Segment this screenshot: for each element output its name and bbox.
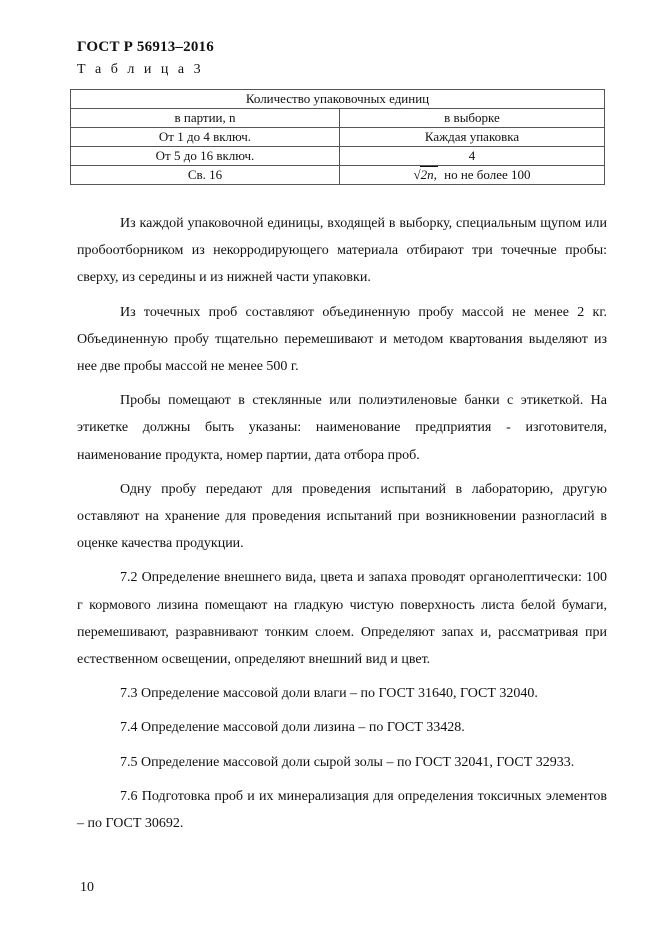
table-cell-sample: 4 bbox=[340, 147, 605, 166]
paragraph: 7.3 Определение массовой доли влаги – по ГОСТ 31640, ГОСТ 32040. bbox=[120, 686, 538, 702]
table-col-lot-header: в партии, n bbox=[71, 109, 340, 128]
table-caption: Т а б л и ц а 3 bbox=[77, 62, 204, 77]
table-cell-sample bbox=[340, 166, 605, 185]
body-text bbox=[77, 210, 607, 844]
table-group-header-row bbox=[71, 90, 605, 109]
table-row bbox=[71, 128, 605, 147]
table-col-sample-header: в выборке bbox=[340, 109, 605, 128]
sampling-table bbox=[70, 89, 605, 185]
table-row bbox=[71, 147, 605, 166]
paragraph: 7.2 Определение внешнего вида, цвета и запаха проводят органолептически: 100 г кормового лизина помещают на гладкую чистую поверхность листа белой бумаги, перемешивают, разравнивают тонким слоем. Определяют запах и, рассматривая при естественном освещении, определяют внешний вид и цвет. bbox=[77, 570, 607, 668]
paragraph: Из точечных проб составляют объединенную пробу массой не менее 2 кг. Объединенную пробу тщательно перемешивают и методом квартования выделяют из нее две пробы массой не менее 500 г. bbox=[77, 304, 607, 375]
document-header: ГОСТ Р 56913–2016 bbox=[77, 39, 214, 55]
paragraph: Из каждой упаковочной единицы, входящей в выборку, специальным щупом или пробоотборником из некорродирующего материала отбирают три точечные пробы: сверху, из середины и из нижней части упаковки. bbox=[77, 216, 607, 286]
square-root-formula bbox=[413, 166, 437, 184]
paragraph: 7.4 Определение массовой доли лизина – по ГОСТ 33428. bbox=[120, 720, 465, 736]
paragraph: 7.5 Определение массовой доли сырой золы – по ГОСТ 32041, ГОСТ 32933. bbox=[120, 754, 575, 770]
table-cell-lot: От 5 до 16 включ. bbox=[71, 147, 340, 166]
table-group-header: Количество упаковочных единиц bbox=[71, 90, 605, 109]
formula-suffix: но не более 100 bbox=[440, 167, 531, 182]
paragraph: 7.6 Подготовка проб и их минерализация для определения токсичных элементов – по ГОСТ 30692. bbox=[77, 788, 607, 832]
table-row bbox=[71, 166, 605, 185]
paragraph: Одну пробу передают для проведения испытаний в лабораторию, другую оставляют на хранение для проведения испытаний при возникновении разногласий в оценке качества продукции. bbox=[77, 481, 607, 552]
page-number: 10 bbox=[80, 880, 94, 895]
table-cell-lot: От 1 до 4 включ. bbox=[71, 128, 340, 147]
table-column-header-row bbox=[71, 109, 605, 128]
paragraph: Пробы помещают в стеклянные или полиэтиленовые банки с этикеткой. На этикетке должны быть указаны: наименование предприятия - изготовителя, наименование продукта, номер партии, дата отбора проб. bbox=[77, 393, 607, 463]
radical-sign-icon: √ bbox=[413, 167, 421, 182]
formula-radicand: 2n, bbox=[420, 167, 437, 182]
table-cell-lot: Св. 16 bbox=[71, 166, 340, 185]
table-cell-sample: Каждая упаковка bbox=[340, 128, 605, 147]
